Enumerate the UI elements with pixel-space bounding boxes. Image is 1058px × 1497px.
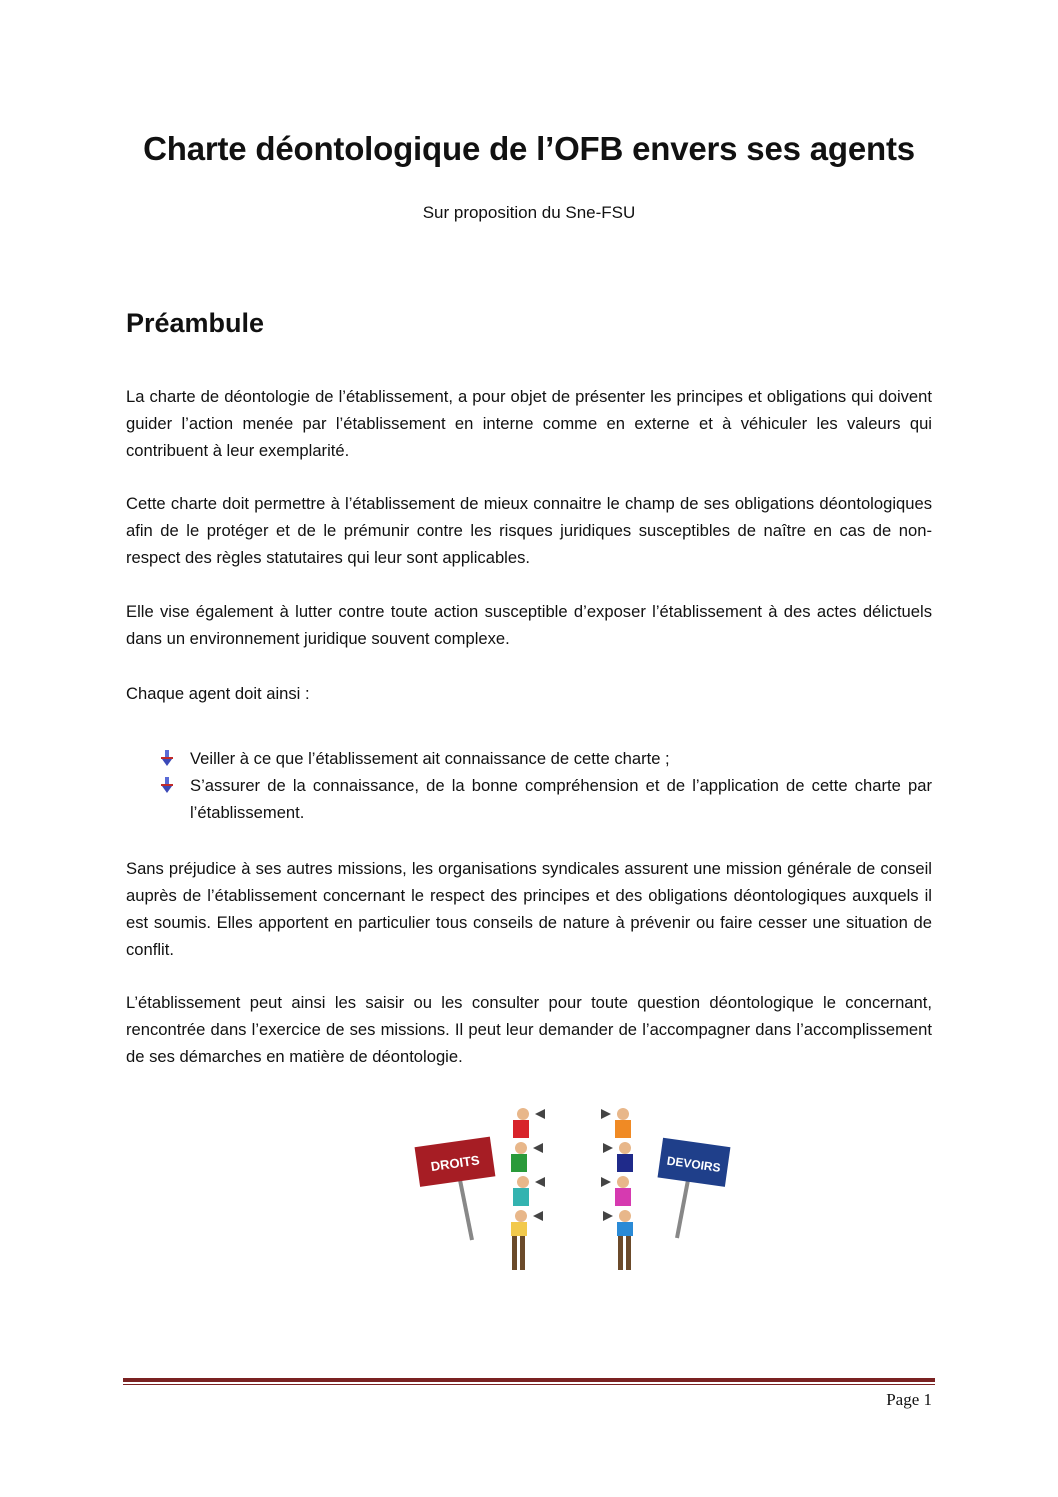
paragraph-6: L’établissement peut ainsi les saisir ou les consulter pour toute question déontologique le concernant, rencontrée dans l’exercice de ses missions. Il peut leur demander de l’accompagner dans l’accomplissement de ses démarches en matière de déontologie. [126,993,932,1066]
list-item [160,772,932,826]
list-item [160,745,932,772]
page-number: Page 1 [886,1390,932,1409]
bullet-text: Veiller à ce que l’établissement ait connaissance de cette charte ; [190,749,670,768]
document-title: Charte déontologique de l’OFB envers ses agents [143,130,915,167]
devoirs-sign-label: DEVOIRS [665,1153,722,1175]
droits-sign-label: DROITS [429,1152,481,1175]
right-sign-pole [677,1180,688,1238]
rights-duties-illustration [405,1100,735,1280]
paragraph-1: La charte de déontologie de l’établissement, a pour objet de présenter les principes et obligations qui doivent guider l’action menée par l’établissement en interne comme en externe et à véhiculer les valeurs qui contribuent à leur exemplarité. [126,387,932,460]
droits-sign [415,1137,496,1187]
bullet-list [160,745,932,826]
left-sign-pole [460,1180,472,1240]
right-figures [601,1108,633,1270]
footer-rule-thin [123,1384,935,1385]
bullet-text: S’assurer de la connaissance, de la bonne compréhension et de l’application de cette charte par l’établissement. [190,776,932,822]
paragraph-4: Chaque agent doit ainsi : [126,684,310,703]
document-subtitle: Sur proposition du Sne-FSU [422,203,636,222]
left-figures [511,1108,545,1270]
paragraph-3: Elle vise également à lutter contre toute action susceptible d’exposer l’établissement à des actes délictuels dans un environnement juridique souvent complexe. [126,602,932,648]
paragraph-5: Sans préjudice à ses autres missions, les organisations syndicales assurent une mission générale de conseil auprès de l’établissement concernant le respect des principes et des obligations déontologiques auxquels il est soumis. Elles apportent en particulier tous conseils de nature à prévenir ou faire cesser une situation de conflit. [126,859,932,959]
footer-rule [123,1378,935,1382]
arrow-down-bullet-icon [160,750,174,766]
paragraph-2: Cette charte doit permettre à l’établissement de mieux connaitre le champ de ses obligations déontologiques afin de le protéger et de le prémunir contre les risques juridiques susceptibles de naître en cas de non-respect des règles statutaires qui leur sont applicables. [126,494,932,567]
arrow-down-bullet-icon [160,777,174,793]
section-heading: Préambule [126,308,265,338]
devoirs-sign [658,1138,731,1187]
